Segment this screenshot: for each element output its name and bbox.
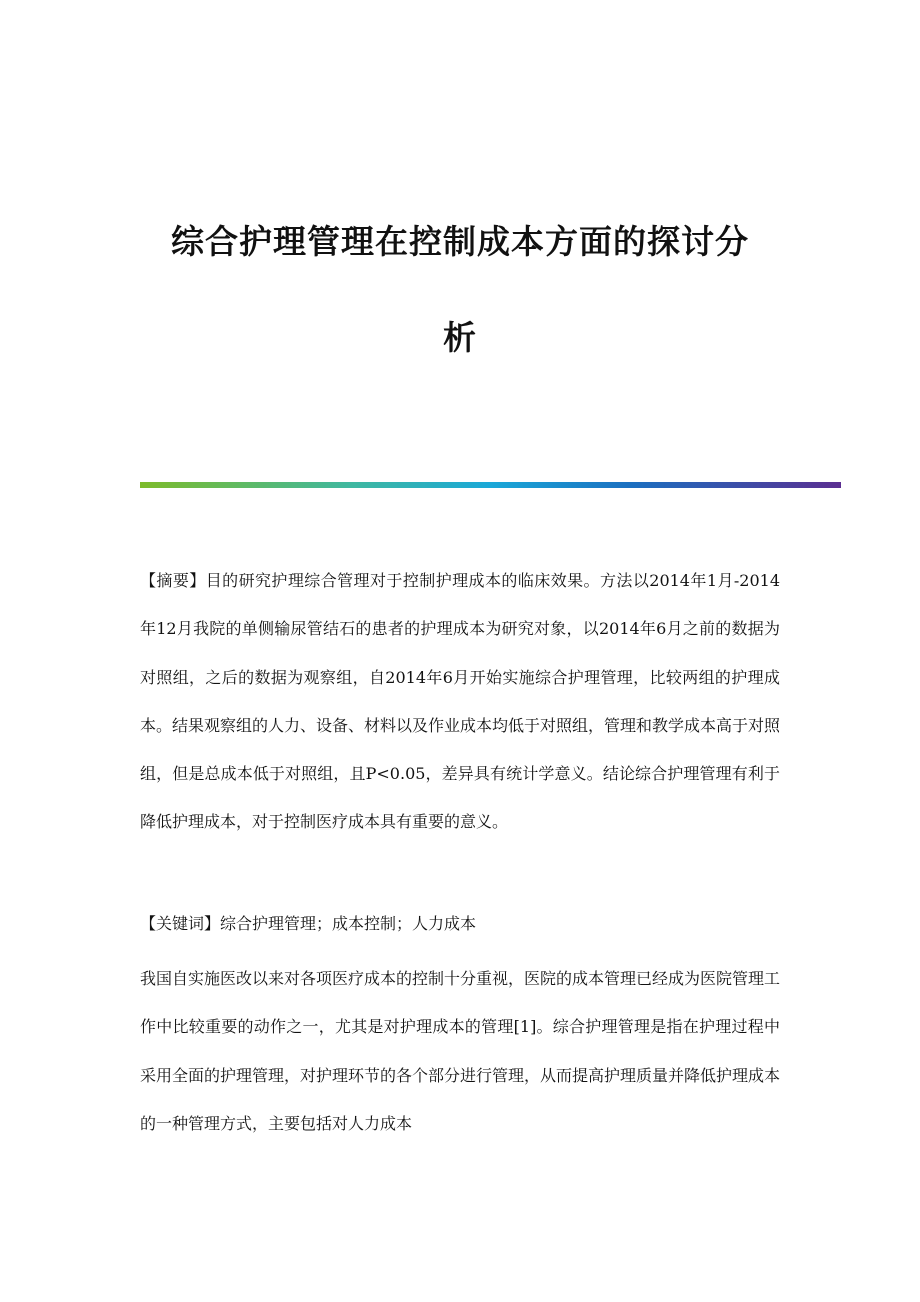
gradient-divider <box>140 482 841 488</box>
intro-paragraph: 我国自实施医改以来对各项医疗成本的控制十分重视，医院的成本管理已经成为医院管理工作中比较重要的动作之一，尤其是对护理成本的管理[1]。综合护理管理是指在护理过程中采用全面的护理管理，对护理环节的各个部分进行管理，从而提高护理质量并降低护理成本的一种管理方式，主要包括对人力成本 <box>140 969 781 1133</box>
document-title-line1: 综合护理管理在控制成本方面的探讨分 <box>171 222 749 261</box>
abstract-paragraph: 【摘要】目的研究护理综合管理对于控制护理成本的临床效果。方法以2014年1月-2014年12月我院的单侧输尿管结石的患者的护理成本为研究对象，以2014年6月之前的数据为对照组，之后的数据为观察组，自2014年6月开始实施综合护理管理，比较两组的护理成本。结果观察组的人力、设备、材料以及作业成本均低于对照组，管理和教学成本高于对照组，但是总成本低于对照组，且P<0.05，差异具有统计学意义。结论综合护理管理有利于降低护理成本，对于控制医疗成本具有重要的意义。 <box>140 571 781 832</box>
document-title-line2: 析 <box>443 318 477 357</box>
keywords-paragraph: 【关键词】综合护理管理；成本控制；人力成本 <box>140 914 477 933</box>
